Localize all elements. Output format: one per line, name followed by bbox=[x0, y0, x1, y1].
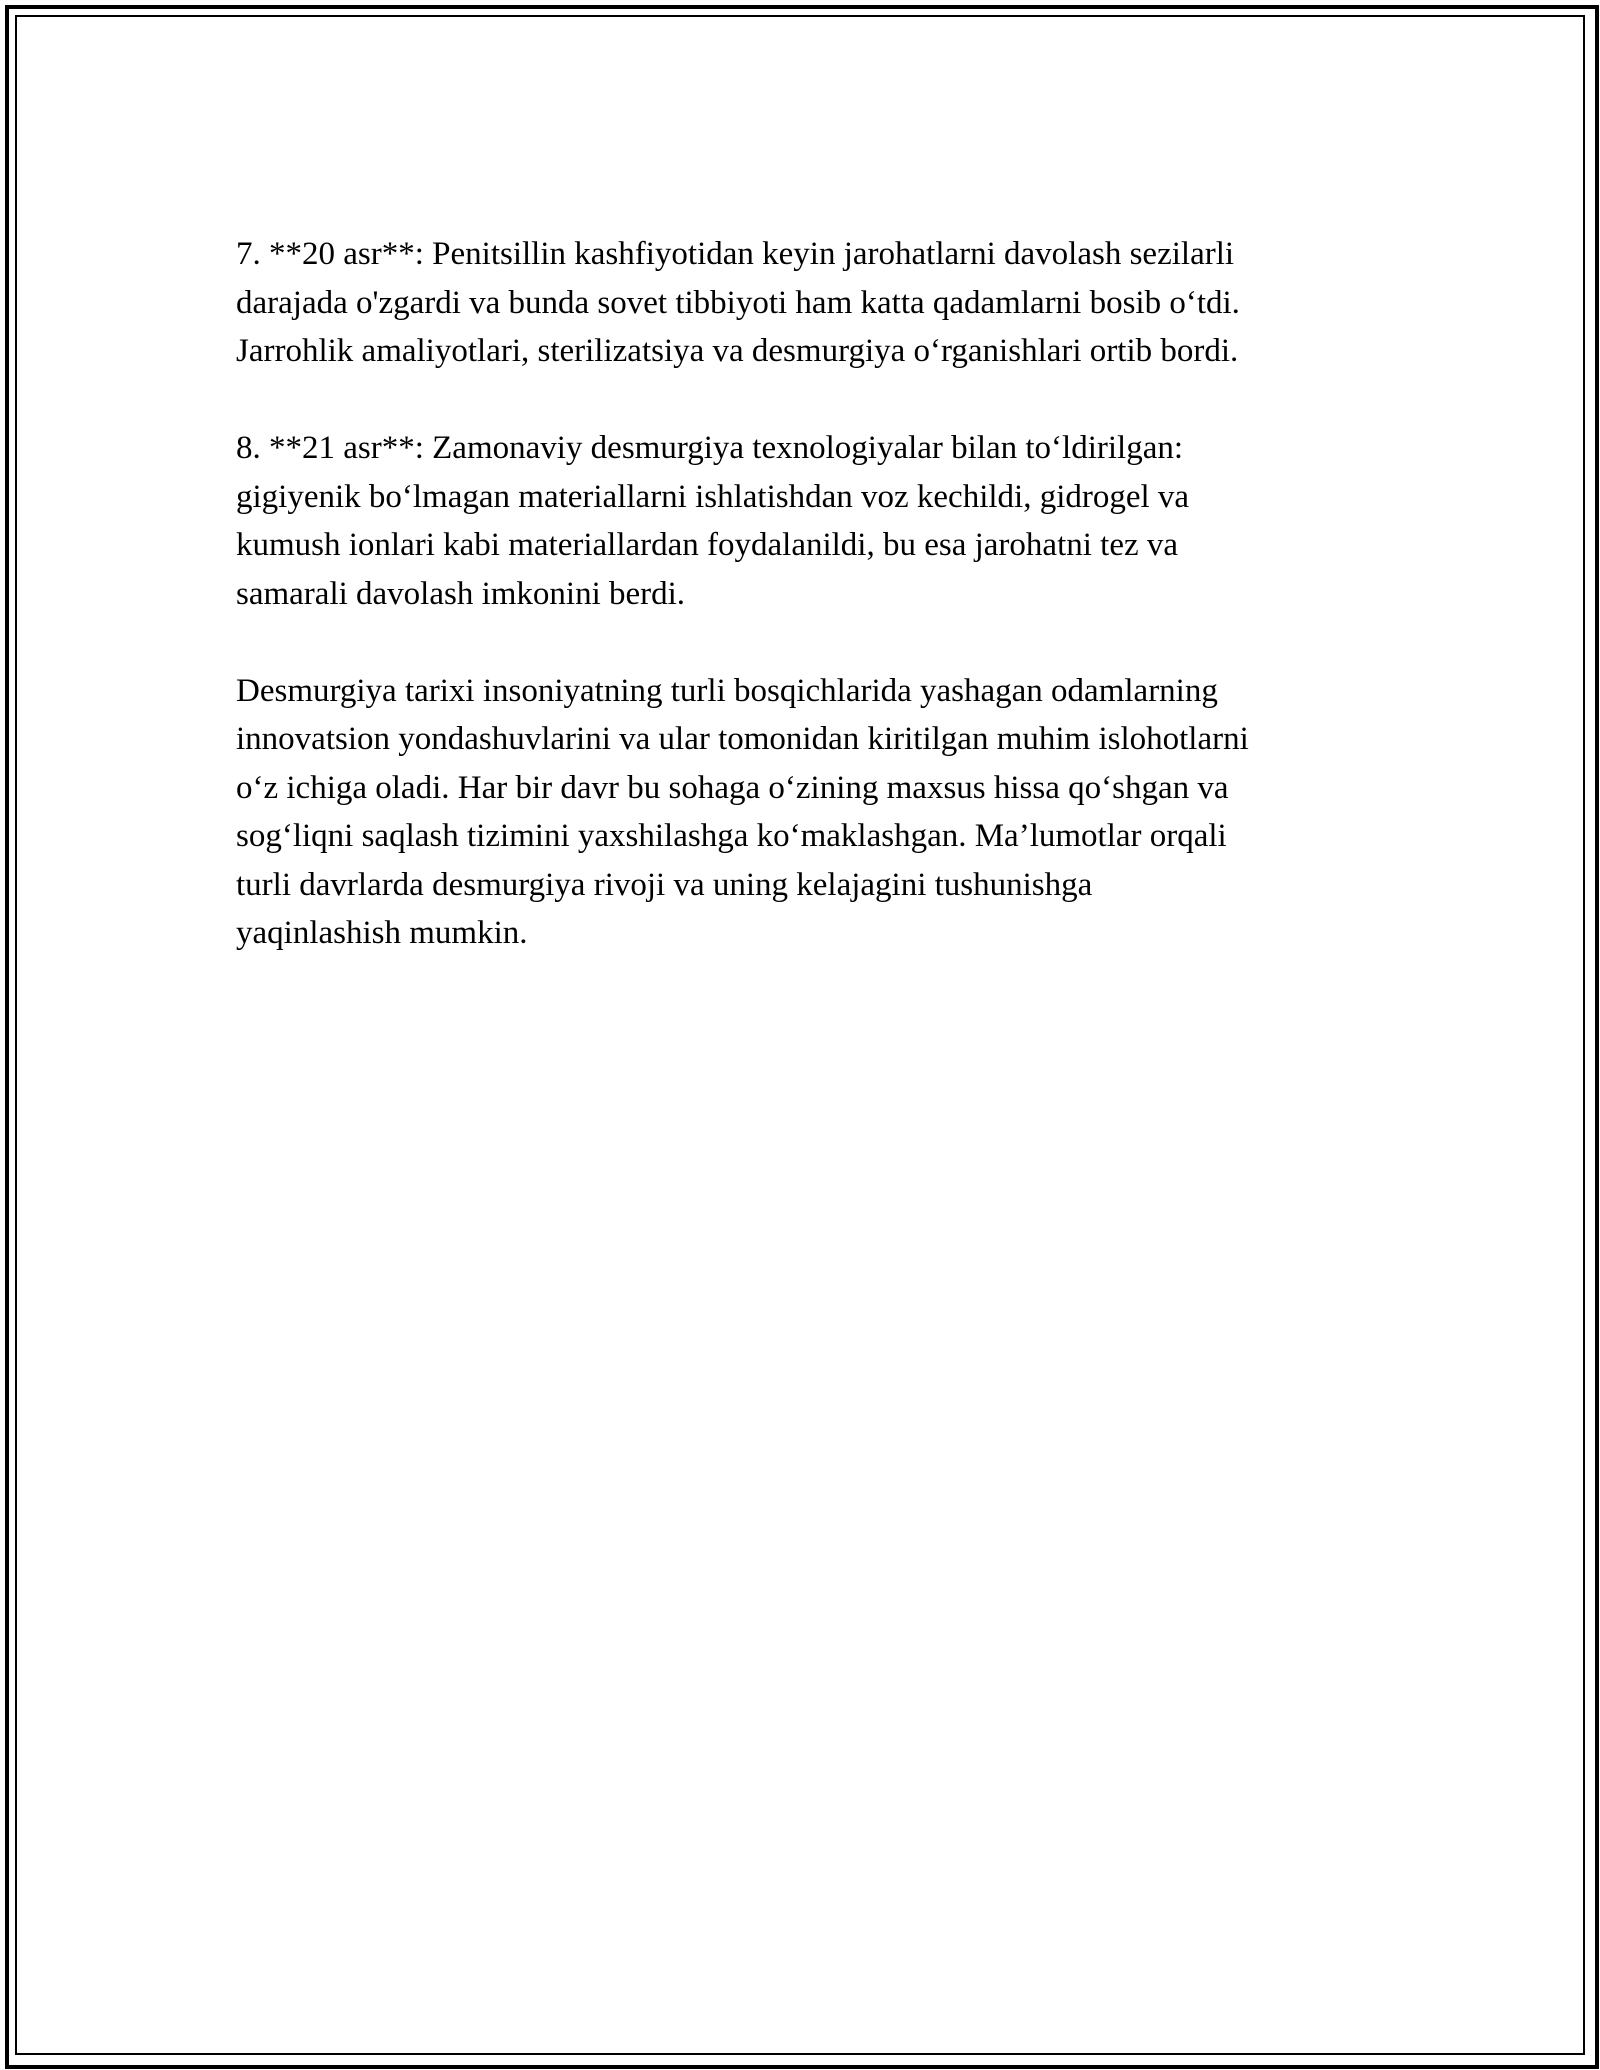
document-body bbox=[236, 230, 1376, 1006]
paragraph-conclusion: Desmurgiya tarixi insoniyatning turli bosqichlarida yashagan odamlarning innovatsion yondashuvlarini va ular tomonidan kiritilgan muhim islohotlarni o‘z ichiga oladi. Har bir davr bu sohaga o‘zining maxsus hissa qo‘shgan va sog‘liqni saqlash tizimini yaxshilashga ko‘maklashgan. Ma’lumotlar orqali turli davrlarda desmurgiya rivoji va uning kelajagini tushunishga yaqinlashish mumkin. bbox=[236, 672, 1249, 951]
paragraph-item-7: 7. **20 asr**: Penitsillin kashfiyotidan keyin jarohatlarni davolash sezilarli darajada o'zgardi va bunda sovet tibbiyoti ham katta qadamlarni bosib o‘tdi. Jarrohlik amaliyotlari, sterilizatsiya va desmurgiya o‘rganishlari ortib bordi. bbox=[236, 236, 1240, 369]
paragraph-item-8: 8. **21 asr**: Zamonaviy desmurgiya texnologiyalar bilan to‘ldirilgan: gigiyenik bo‘lmagan materiallarni ishlatishdan voz kechildi, gidrogel va kumush ionlari kabi materiallardan foydalanildi, bu esa jarohatni tez va samarali davolash imkonini berdi. bbox=[236, 430, 1190, 612]
